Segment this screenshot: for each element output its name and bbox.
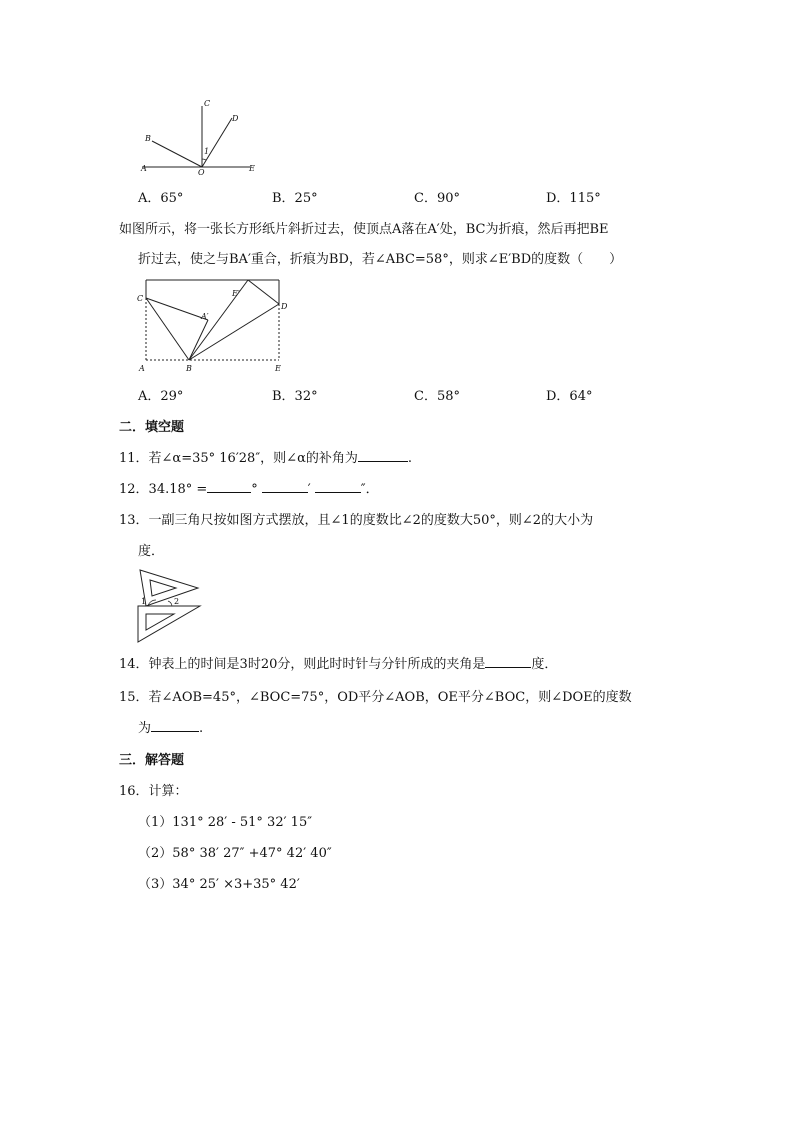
q11 xyxy=(119,447,412,466)
label-b: B xyxy=(186,364,192,373)
label-a: A xyxy=(139,364,145,373)
q14 xyxy=(119,653,557,672)
q12-min-sym: ′ xyxy=(307,482,311,497)
q10-line2: 折过去，使之与BA′重合，折痕为BD，若∠ABC=58°，则求∠E′BD的度数（ ） xyxy=(138,252,623,267)
q16-item-1: （1）131° 28′ - 51° 32′ 15″ xyxy=(138,815,313,830)
q10-option-b[interactable]: B．32° xyxy=(272,389,318,404)
label-e: E xyxy=(249,164,255,173)
label-a: A xyxy=(141,164,147,173)
label-d: D xyxy=(232,114,239,123)
section-fill-in-blank-title: 二．填空题 xyxy=(119,420,185,435)
label-c: C xyxy=(137,294,144,303)
figure-q13-set-squares xyxy=(134,564,204,646)
label-angle-2: 2 xyxy=(174,597,180,606)
q16-item-3: （3）34° 25′ ×3+35° 42′ xyxy=(138,877,300,892)
figure-q9-angles xyxy=(138,96,268,178)
triangle-lower xyxy=(138,606,200,642)
q10-option-d[interactable]: D．64° xyxy=(546,389,593,404)
q12-sec-sym: ″． xyxy=(360,482,379,497)
label-angle-1: 1 xyxy=(141,597,147,606)
q15-end: . xyxy=(199,721,204,736)
q12-minute-blank[interactable] xyxy=(262,478,308,493)
figure-q10-folded-rectangle xyxy=(136,276,296,374)
q15-line1: 15．若∠AOB=45°，∠BOC=75°，OD平分∠AOB，OE平分∠BOC，则∠DOE的度数 xyxy=(119,690,632,705)
q16-title: 16．计算： xyxy=(119,784,188,799)
q14-end: 度． xyxy=(531,657,558,672)
q10-option-a[interactable]: A．29° xyxy=(138,389,184,404)
segment-ee-d xyxy=(248,280,279,304)
label-a-prime: A′ xyxy=(201,312,209,321)
label-b: B xyxy=(145,134,151,143)
label-d: D xyxy=(281,302,288,311)
q12-deg-sym: ° xyxy=(251,482,258,497)
q16-item-2: （2）58° 38′ 27″ +47° 42′ 40″ xyxy=(138,846,332,861)
q14-answer-blank[interactable] xyxy=(485,653,531,668)
q12-text: 12．34.18° = xyxy=(119,482,208,497)
q10-option-c[interactable]: C．58° xyxy=(414,389,460,404)
label-o: O xyxy=(198,168,205,177)
q11-text: 11．若∠α=35° 16′28″，则∠α的补角为 xyxy=(119,451,358,466)
label-angle-1: 1 xyxy=(204,147,210,156)
q10-line1: 如图所示，将一张长方形纸片斜折过去，使顶点A落在A′处，BC为折痕，然后再把BE xyxy=(119,222,609,237)
ray-ob xyxy=(152,141,202,167)
angle-1-arc xyxy=(202,159,206,160)
q9-option-a[interactable]: A．65° xyxy=(138,191,184,206)
q11-end: . xyxy=(407,451,412,466)
q9-options xyxy=(138,187,658,205)
q10-options xyxy=(138,385,658,403)
label-e: E xyxy=(275,364,281,373)
q13-line2: 度． xyxy=(138,544,165,559)
section-solution-title: 三．解答题 xyxy=(119,753,185,768)
ray-od xyxy=(202,118,232,167)
triangle-upper xyxy=(140,570,198,606)
q11-answer-blank[interactable] xyxy=(358,447,408,462)
q15-line2 xyxy=(138,717,203,736)
q12-degree-blank[interactable] xyxy=(207,478,251,493)
q15-line2-text: 为 xyxy=(138,721,152,736)
q12 xyxy=(119,478,379,497)
q15-answer-blank[interactable] xyxy=(151,717,199,732)
label-e-prime: E′ xyxy=(232,289,240,298)
segment-ca xyxy=(146,298,208,320)
q13-line1: 13．一副三角尺按如图方式摆放，且∠1的度数比∠2的度数大50°，则∠2的大小为 xyxy=(119,513,594,528)
q9-option-b[interactable]: B．25° xyxy=(272,191,318,206)
segment-cb xyxy=(146,298,189,360)
label-c: C xyxy=(204,99,211,108)
q9-option-c[interactable]: C．90° xyxy=(414,191,460,206)
q14-text: 14．钟表上的时间是3时20分，则此时时针与分针所成的夹角是 xyxy=(119,657,486,672)
q12-second-blank[interactable] xyxy=(315,478,361,493)
q9-option-d[interactable]: D．115° xyxy=(546,191,601,206)
